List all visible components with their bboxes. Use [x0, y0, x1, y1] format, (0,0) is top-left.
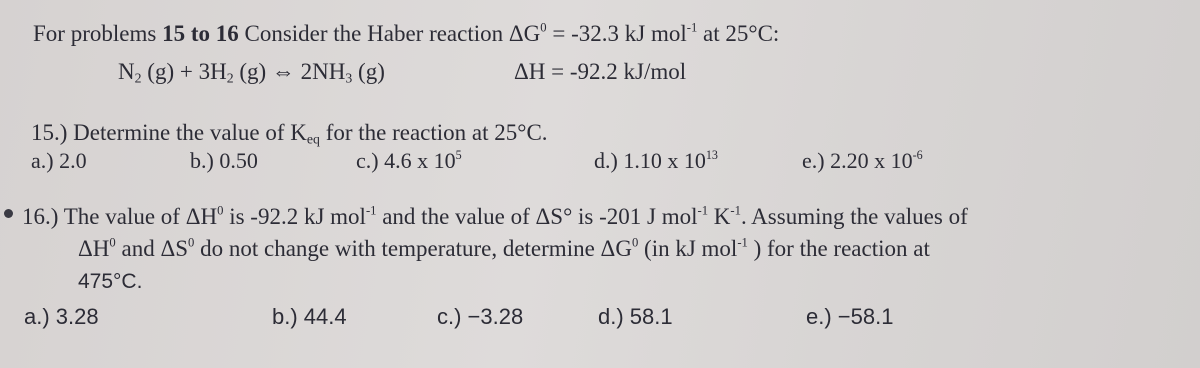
q16-answer-b	[272, 306, 347, 328]
q15-answer-a	[31, 150, 87, 172]
q15-answer-c	[356, 147, 462, 173]
q16-l2c: do not change with temperature, determine ΔG	[194, 236, 632, 261]
q15-text2: for the reaction at 25°C.	[319, 120, 548, 145]
q15-answer-b-text: b.) 0.50	[190, 148, 258, 173]
q16-answer-d-text: d.) 58.1	[598, 304, 673, 329]
q16-l2-sup4: -1	[737, 235, 748, 250]
intro-text3: at 25°C:	[697, 21, 780, 46]
q16-l3: 475°C.	[78, 270, 143, 293]
reaction-h2-sub: 2	[226, 70, 234, 86]
q15-answer-e	[802, 147, 923, 173]
q15-question	[31, 120, 548, 147]
reaction-dh: ΔH = -92.2 kJ/mol	[514, 59, 687, 84]
q15-text: 15.) Determine the value of K	[31, 120, 307, 145]
q16-l1-sup3: -1	[697, 203, 709, 218]
q16-answer-c	[437, 306, 523, 328]
q16-l2a: ΔH	[78, 236, 110, 261]
reaction-nh3-sub: 3	[345, 70, 353, 86]
q16-answer-e-text: e.) −58.1	[806, 304, 894, 329]
q16-answer-b-text: b.) 44.4	[272, 304, 347, 329]
q15-answer-d	[594, 147, 718, 173]
reaction-n2: N	[118, 59, 135, 84]
q16-l2-sup2: 0	[188, 235, 195, 250]
q16-l2-sup3: 0	[631, 235, 639, 250]
q16-answer-d	[598, 306, 673, 328]
reaction-nh3-rest: (g)	[352, 59, 385, 84]
q16-answer-a-text: a.) 3.28	[24, 304, 99, 329]
reaction-n2-rest: (g) + 3H	[141, 59, 227, 84]
q16-line-1	[22, 205, 968, 228]
intro-line	[33, 22, 779, 45]
q16-l2e: ) for the reaction at	[747, 236, 930, 261]
intro-text: Consider the Haber reaction ΔG	[238, 21, 541, 46]
reaction-h2-rest: (g) ⇔ 2NH	[233, 59, 346, 84]
q15-answer-d-exp: 13	[705, 147, 718, 162]
bullet-icon	[4, 209, 13, 218]
q16-l2d: (in kJ mol	[638, 236, 738, 261]
q16-answer-a	[24, 306, 99, 328]
q15-answer-e-exp: -6	[912, 147, 923, 162]
reaction-equation	[118, 59, 385, 86]
q16-l2b: and ΔS	[115, 236, 189, 261]
reaction-n2-sub: 2	[134, 70, 142, 86]
q16-l1c: and the value of ΔS° is -201 J mol	[376, 204, 698, 229]
reaction-enthalpy	[514, 60, 686, 83]
q15-answer-e-text: e.) 2.20 x 10	[802, 148, 913, 173]
q16-l1b: is -92.2 kJ mol	[223, 204, 366, 229]
q16-l1d: K	[708, 204, 731, 229]
intro-prefix: For problems	[33, 21, 163, 46]
q15-answer-c-exp: 5	[455, 147, 462, 162]
q16-l1e: . Assuming the values of	[740, 204, 968, 229]
intro-unit-sup: -1	[686, 20, 698, 35]
q16-l1-sup2: -1	[365, 203, 377, 218]
q16-l1a: 16.) The value of ΔH	[22, 204, 218, 229]
q15-answer-c-text: c.) 4.6 x 10	[356, 148, 456, 173]
q16-line-3	[78, 271, 142, 292]
q16-l2-sup1: 0	[109, 235, 116, 250]
q15-answer-d-text: d.) 1.10 x 10	[594, 148, 706, 173]
q15-k-sub: eq	[306, 131, 320, 147]
q16-l1-sup1: 0	[217, 203, 224, 218]
q15-answer-a-text: a.) 2.0	[31, 148, 87, 173]
intro-g-sup: 0	[540, 20, 547, 35]
intro-text2: = -32.3 kJ mol	[546, 21, 687, 46]
intro-range: 15 to 16	[162, 21, 239, 46]
q16-line-2	[78, 237, 930, 260]
q16-answer-e	[806, 306, 893, 328]
q15-answer-b	[190, 150, 258, 172]
q16-l1-sup4: -1	[730, 203, 741, 218]
q16-answer-c-text: c.) −3.28	[437, 304, 524, 329]
